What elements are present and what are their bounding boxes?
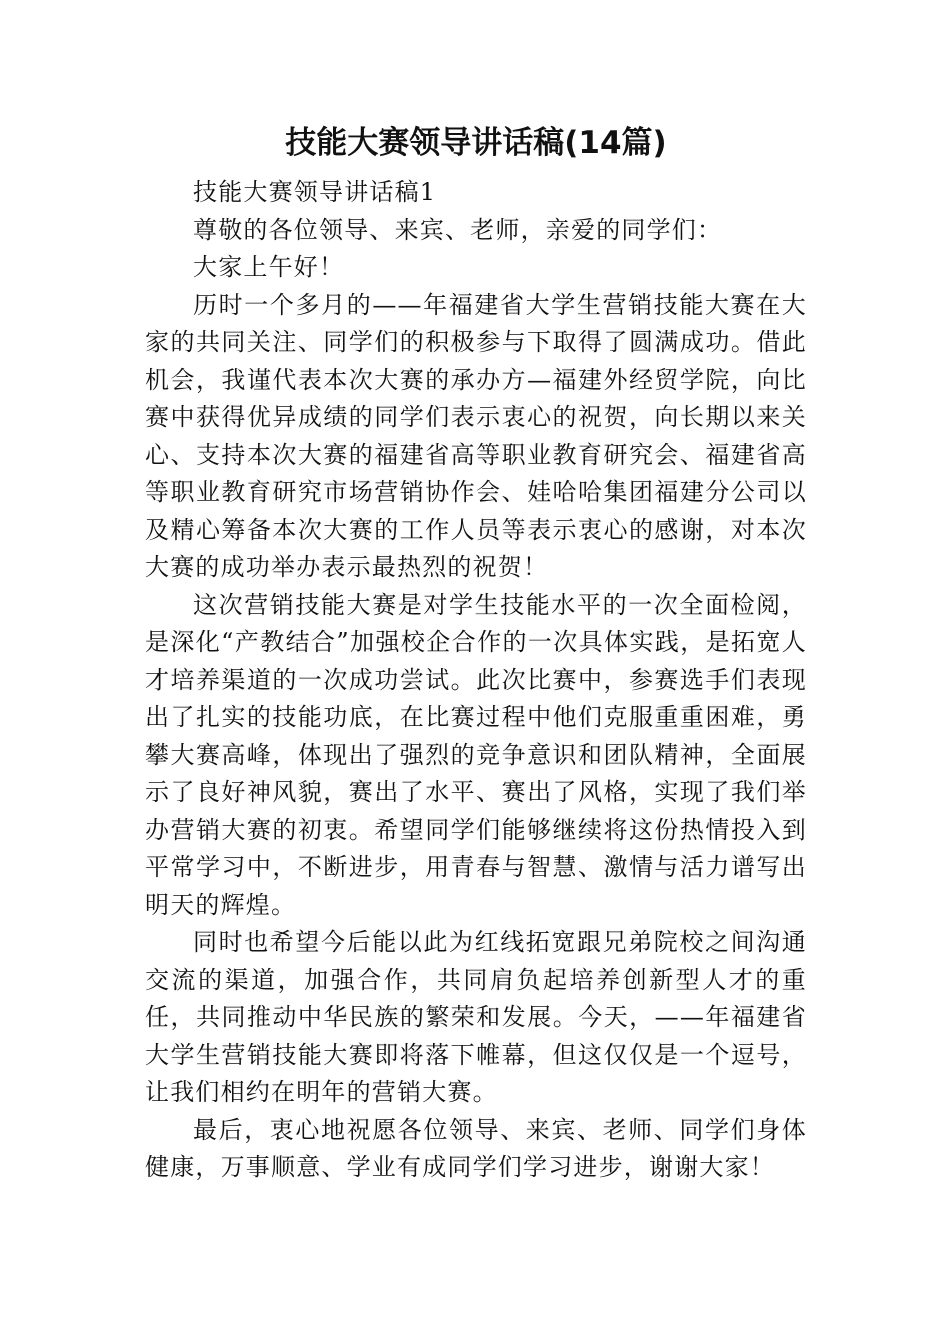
document-page: [145, 118, 807, 1187]
document-title: 技能大赛领导讲话稿(14篇): [285, 125, 667, 161]
salutation-paragraph: 尊敬的各位领导、来宾、老师，亲爱的同学们：: [193, 215, 723, 244]
body-paragraph: 历时一个多月的——年福建省大学生营销技能大赛在大家的共同关注、同学们的积极参与下取得了圆满成功。借此机会，我谨代表本次大赛的承办方—福建外经贸学院，向比赛中获得优异成绩的同学们表示衷心的祝贺，向长期以来关心、支持本次大赛的福建省高等职业教育研究会、福建省高等职业教育研究市场营销协作会、娃哈哈集团福建分公司以及精心筹备本次大赛的工作人员等表示衷心的感谢，对本次大赛的成功举办表示最热烈的祝贺！: [145, 290, 807, 581]
subtitle-paragraph: 技能大赛领导讲话稿1: [193, 178, 437, 206]
greeting-paragraph: 大家上午好！: [193, 253, 345, 281]
closing-paragraph: 最后，衷心地祝愿各位领导、来宾、老师、同学们身体健康，万事顺意、学业有成同学们学习进步，谢谢大家！: [145, 1115, 807, 1181]
body-paragraph: 同时也希望今后能以此为红线拓宽跟兄弟院校之间沟通交流的渠道，加强合作，共同肩负起培养创新型人才的重任，共同推动中华民族的繁荣和发展。今天，——年福建省大学生营销技能大赛即将落下帷幕，但这仅仅是一个逗号，让我们相约在明年的营销大赛。: [145, 928, 807, 1106]
body-paragraph: 这次营销技能大赛是对学生技能水平的一次全面检阅，是深化“产教结合”加强校企合作的一次具体实践，是拓宽人才培养渠道的一次成功尝试。此次比赛中，参赛选手们表现出了扎实的技能功底，在比赛过程中他们克服重重困难，勇攀大赛高峰，体现出了强烈的竞争意识和团队精神，全面展示了良好神风貌，赛出了水平、赛出了风格，实现了我们举办营销大赛的初衷。希望同学们能够继续将这份热情投入到平常学习中，不断进步，用青春与智慧、激情与活力谱写出明天的辉煌。: [145, 590, 807, 919]
